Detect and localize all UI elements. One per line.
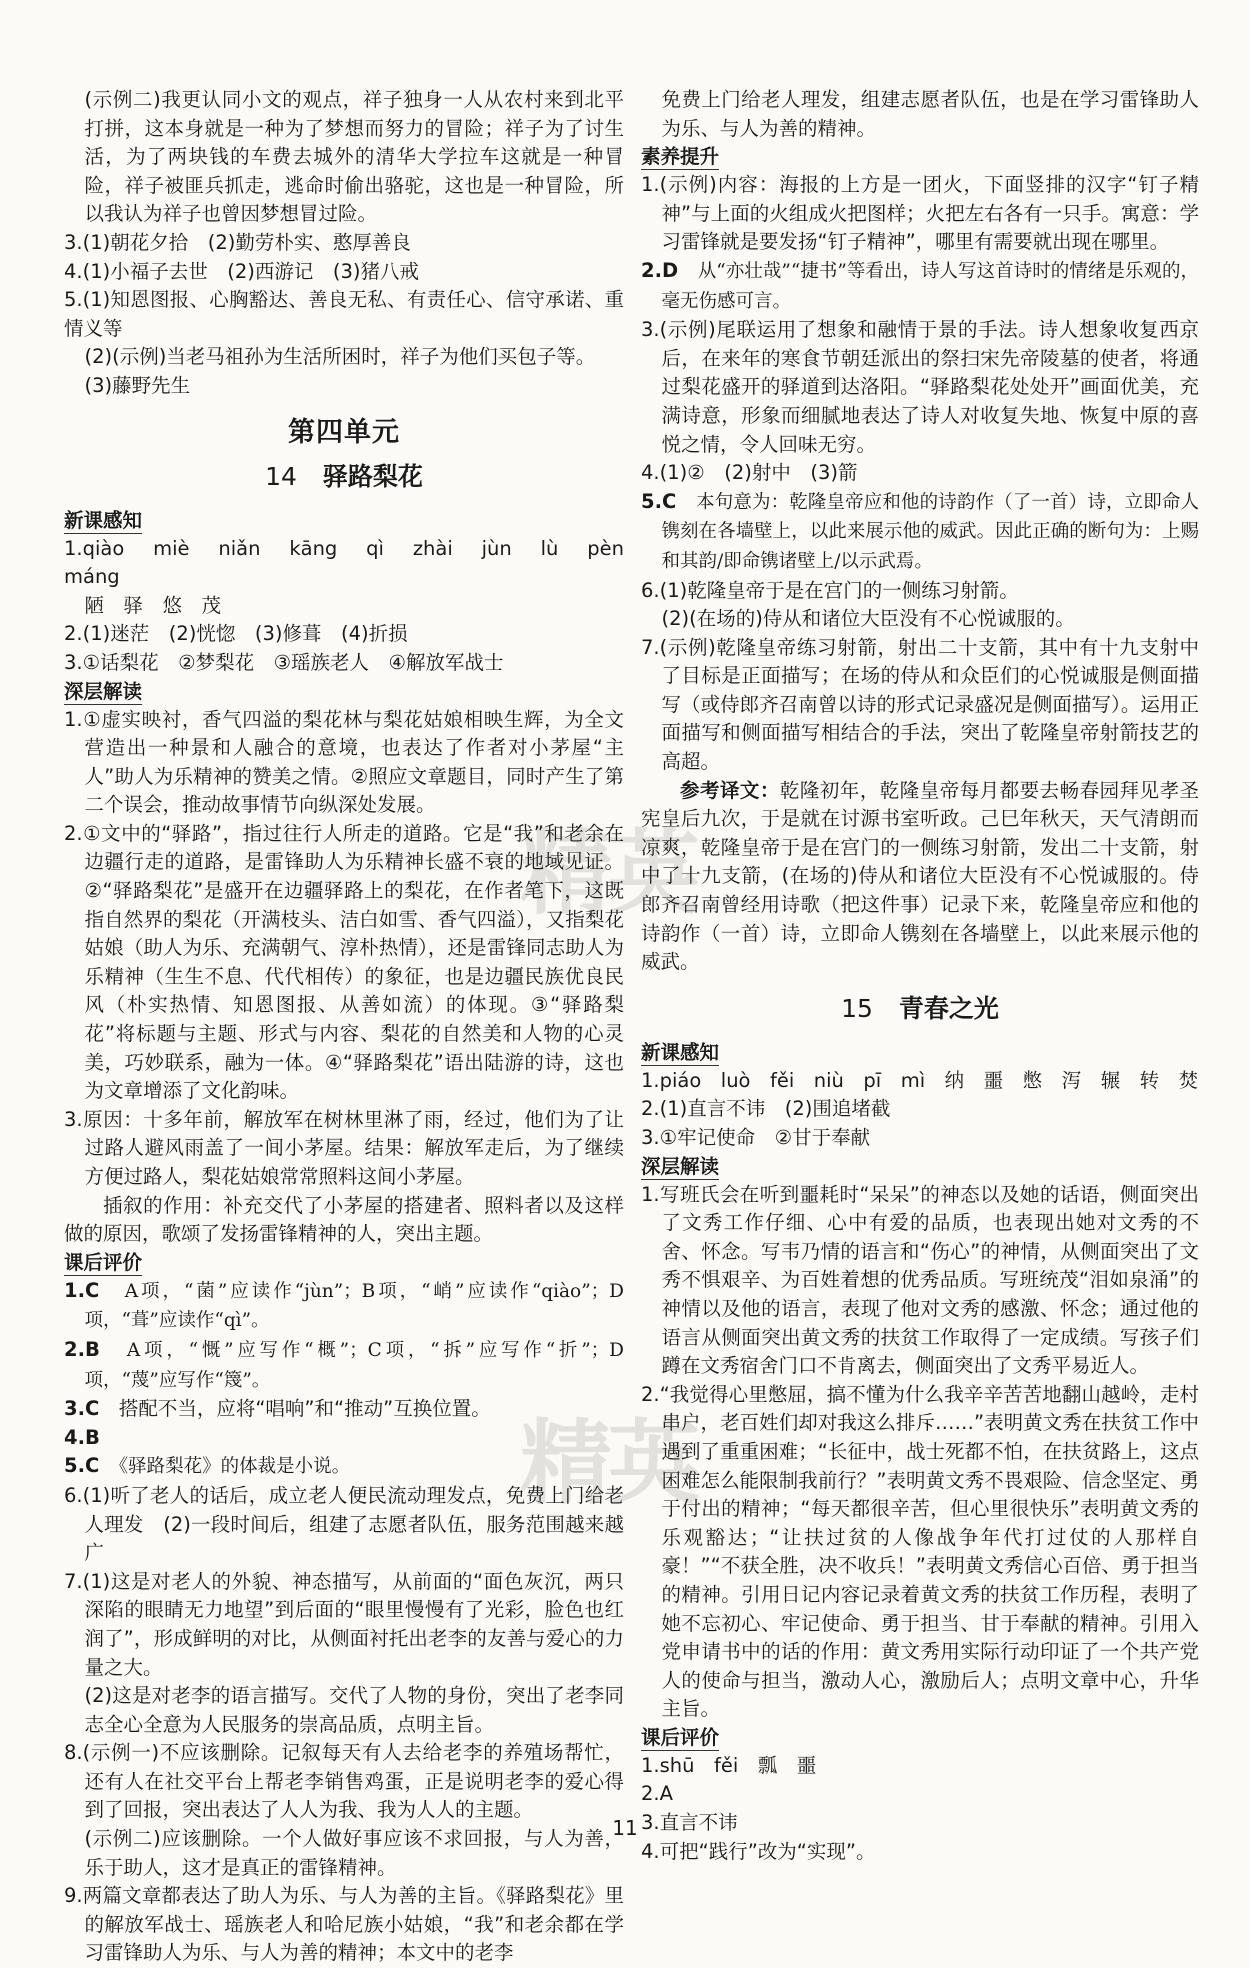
- watermark-text: 精英: [520, 820, 697, 927]
- answer-line: 6.(1)乾隆皇帝于是在宫门的一侧练习射箭。: [641, 578, 1019, 602]
- answer-paragraph: 2.“我觉得心里憋屈，搞不懂为什么我辛辛苦苦地翻山越岭，走村串户，老百姓们却对我这么排斥……”表明黄文秀在扶贫工作中遇到了重重困难；“长征中，战士死都不怕，在扶贫路上，这点困难怎么能限制我前行？”表明黄文秀不畏艰险、信念坚定、勇于付出的精神；“每天都很辛苦，但心里很快乐”表明黄文秀的乐观豁达；“让扶过贫的人像战争年代打过仗的人那样自豪！”“不获全胜，决不收兵！”表明黄文秀信心百倍、勇于担当的精神。引用日记内容记录着黄文秀的扶贫工作历程，表明了她不忘初心、牢记使命、勇于担当、甘于奉献的精神。引用入党申请书中的话的作用：黄文秀用实际行动印证了一个共产党人的使命与担当，激动人心，激励后人；点明文章中心，升华主旨。: [641, 1382, 1199, 1721]
- answer-paragraph: 插叙的作用：补充交代了小茅屋的搭建者、照料者以及这样做的原因，歌颂了发扬雷锋精神的人，突出主题。: [64, 1193, 624, 1246]
- section-heading: 新课感知: [64, 508, 143, 532]
- answer-paragraph: 6.(1)听了老人的话后，成立老人便民流动理发点，免费上门给老人理发 (2)一段时间后，组建了志愿者队伍，服务范围越来越广: [64, 1483, 624, 1565]
- left-para-4: 5.(1)知恩图报、心胸豁达、善良无私、有责任心、信守承诺、重情义等: [64, 288, 624, 340]
- answer-paragraph: 3.(示例)尾联运用了想象和融情于景的手法。诗人想象收复西京后，在来年的寒食节朝廷派出的祭扫宋先帝陵墓的使者，将通过梨花盛开的驿道到达洛阳。“驿路梨花处处开”画面优美，充满诗意，形象而细腻地表达了诗人对收复失地、恢复中原的喜悦之情，令人回味无穷。: [641, 318, 1199, 456]
- answer-paragraph: 免费上门给老人理发，组建志愿者队伍，也是在学习雷锋助人为乐、与人为善的精神。: [661, 88, 1199, 140]
- answer-line: 3.①牢记使命 ②甘于奉献: [641, 1126, 871, 1149]
- watermark-text: 精英: [520, 1410, 697, 1517]
- pinyin-line: 1.piáo luò fěi niù pī mì 纳 噩 憋 泻 辗 转 焚: [641, 1068, 1199, 1092]
- answer-paragraph: 7.(1)这是对老人的外貌、神态描写，从前面的“面色灰沉，两只深陷的眼睛无力地望”到后面的“眼里慢慢有了光彩，脸色也红润了”，形成鲜明的对比，从侧面衬托出老李的友善与爱心的力量之大。: [64, 1569, 624, 1679]
- choice-answer: 5.C 《驿路梨花》的体裁是小说。: [64, 1454, 351, 1478]
- answer-line: 2.(1)迷茫 (2)恍惚 (3)修葺 (4)折损: [64, 622, 408, 646]
- answer-line: 3.直言不讳: [641, 1811, 738, 1835]
- answer-paragraph: 1.写班氏会在听到噩耗时“呆呆”的神态以及她的话语，侧面突出了文秀工作仔细、心中有爱的品质，也表现出她对文秀的不舍、怀念。写韦乃情的语言和“伤心”的神情，从侧面突出了文秀不惧艰辛、为百姓着想的优秀品质。写班统茂“泪如泉涌”的神情以及他的语言，表现了他对文秀的感激、怀念；通过他的语言从侧面突出黄文秀的扶贫工作取得了一定成绩。写孩子们蹲在文秀宿舍门口不肯离去，侧面突出了文秀平易近人。: [641, 1182, 1199, 1378]
- left-para-6: (3)藤野先生: [84, 373, 191, 397]
- answer-paragraph: 1.(示例)内容：海报的上方是一团火，下面竖排的汉字“钉子精神”与上面的火组成火把图样；火把左右各有一只手。寓意：学习雷锋就是要发扬“钉子精神”，哪里有需要就出现在哪里。: [641, 173, 1199, 254]
- answer-paragraph: 2.①文中的“驿路”，指过往行人所走的道路。它是“我”和老余在边疆行走的道路，是雷锋助人为乐精神长盛不衰的地域见证。②“驿路梨花”是盛开在边疆驿路上的梨花，在作者笔下，这既指自然界的梨花（开满枝头、洁白如雪、香气四溢），又指梨花姑娘（助人为乐、充满朝气、淳朴热情），还是雷锋同志助人为乐精神（生生不息、代代相传）的象征，也是边疆民族优良民风（朴实热情、知恩图报、从善如流）的体现。③“驿路梨花”将标题与主题、形式与内容、梨花的自然美和人物的心灵美，巧妙联系，融为一体。④“驿路梨花”语出陆游的诗，这也为文章增添了文化韵味。: [64, 821, 624, 1103]
- answer-line: 3.①话梨花 ②梦梨花 ③瑶族老人 ④解放军战士: [64, 650, 504, 674]
- section-heading: 新课感知: [641, 1040, 720, 1064]
- choice-answer: 5.C 本句意为：乾隆皇帝应和他的诗韵作（了一首）诗，立即命人镌刻在各墙壁上，以此来展示他的威武。因此正确的断句为：上赐和其韵/即命镌诸壁上/以示武焉。: [641, 489, 1199, 572]
- choice-answer: 2.B A项，“慨”应写作“概”；C项，“拆”应写作“折”；D项，“蔑”应写作“篾”。: [64, 1337, 624, 1391]
- left-para-2: 3.(1)朝花夕拾 (2)勤劳朴实、憨厚善良: [64, 230, 411, 254]
- unit-title: 第四单元: [288, 416, 400, 448]
- choice-answer: 2.D 从“亦壮哉”“捷书”等看出，诗人写这首诗时的情绪是乐观的，毫无伤感可言。: [641, 258, 1199, 312]
- section-heading: 深层解读: [64, 679, 143, 703]
- answer-paragraph: 7.(示例)乾隆皇帝练习射箭，射出二十支箭，其中有十九支射中了目标是正面描写；在场的侍从和众臣们的心悦诚服是侧面描写（或侍郎齐召南曾以诗的形式记录盛况是侧面描写）。运用正面描写和侧面描写相结合的手法，突出了乾隆皇帝射箭技艺的高超。: [641, 635, 1199, 774]
- pinyin-line: 1.qiào miè niǎn kāng qì zhài jùn lù pèn máng: [64, 536, 644, 589]
- answer-paragraph: 8.(示例一)不应该删除。记叙每天有人去给老李的养殖场帮忙，还有人在社交平台上帮老李销售鸡蛋，正是说明老李的爱心得到了回报，突出表达了人人为我、我为人人的主题。: [64, 1741, 624, 1822]
- lesson-title: 驿路梨花: [322, 461, 423, 491]
- choice-answer: 3.C 搭配不当，应将“唱响”和“推动”互换位置。: [64, 1397, 491, 1421]
- answer-paragraph: (示例二)应该删除。一个人做好事应该不求回报，与人为善，乐于助人，这才是真正的雷锋精神。: [84, 1827, 624, 1879]
- choice-answer: 4.B: [64, 1425, 100, 1449]
- section-heading: 课后评价: [641, 1725, 720, 1749]
- lesson-number: 15: [841, 993, 873, 1023]
- lesson-title: 青春之光: [898, 993, 999, 1023]
- answer-paragraph: 1.①虚实映衬，香气四溢的梨花林与梨花姑娘相映生辉，为全文营造出一种景和人融合的意境，也表达了作者对小茅屋“主人”助人为乐精神的赞美之情。②照应文章题目，同时产生了第二个误会，推动故事情节向纵深处发展。: [64, 707, 624, 817]
- answer-line: 1.shū fěi 瓢 噩: [641, 1753, 817, 1777]
- left-para-1: (示例二)我更认同小文的观点，祥子独身一人从农村来到北平打拼，这本身就是一种为了梦想而努力的冒险；祥子为了讨生活，为了两块钱的车费去城外的清华大学拉车这就是一种冒险，祥子被匪兵抓走，逃命时偷出骆驼，这也是一种冒险，所以我认为祥子也曾因梦想冒过险。: [84, 88, 624, 226]
- left-column: [64, 86, 644, 1968]
- page-number: 11: [612, 1816, 638, 1840]
- answer-line: 2.(1)直言不讳 (2)围追堵截: [641, 1097, 891, 1121]
- lesson-15-heading: [641, 991, 1199, 1027]
- section-heading: 课后评价: [64, 1250, 143, 1274]
- section-heading: 深层解读: [641, 1154, 720, 1178]
- answer-line: 2.A: [641, 1782, 673, 1806]
- answer-line: 4.(1)② (2)射中 (3)箭: [641, 461, 858, 485]
- answer-paragraph: 9.两篇文章都表达了助人为乐、与人为善的主旨。《驿路梨花》里的解放军战士、瑶族老人和哈尼族小姑娘，“我”和老余都在学习雷锋助人为乐、与人为善的精神；本文中的老李: [64, 1884, 624, 1965]
- left-para-5: (2)(示例)当老马祖孙为生活所困时，祥子为他们买包子等。: [84, 345, 596, 369]
- lesson-number: 14: [265, 461, 297, 491]
- lesson-14-heading: [64, 459, 624, 495]
- choice-answer: 1.C A项，“菌”应读作“jùn”；B项，“峭”应读作“qiào”；D项，“葺”应读作“qì”。: [64, 1278, 624, 1332]
- left-para-3: 4.(1)小福子去世 (2)西游记 (3)猪八戒: [64, 259, 419, 283]
- answer-paragraph: (2)这是对老李的语言描写。交代了人物的身份，突出了老李同志全心全意为人民服务的崇高品质，点明主旨。: [84, 1684, 624, 1736]
- section-heading: 素养提升: [641, 145, 720, 169]
- answer-line: (2)(在场的)侍从和诸位大臣没有不心悦诚服的。: [661, 607, 1075, 631]
- right-column: [641, 86, 1199, 1866]
- answer-paragraph: 3.原因：十多年前，解放军在树林里淋了雨，经过，他们为了让过路人避风雨盖了一间小茅屋。结果：解放军走后，为了继续方便过路人，梨花姑娘常常照料这间小茅屋。: [64, 1107, 624, 1188]
- chars-line: 陋 驿 悠 茂: [84, 593, 221, 617]
- reference-translation: 参考译文：乾隆初年，乾隆皇帝每月都要去畅春园拜见孝圣宪皇后九次，于是就在讨源书室听政。己巳年秋天，天气清朗而凉爽，乾隆皇帝于是在宫门的一侧练习射箭，发出二十支箭，射中了十九支箭，(在场的)侍从和诸位大臣没有不心悦诚服的。侍郎齐召南曾经用诗歌（把这件事）记录下来，乾隆皇帝应和他的诗韵作（一首）诗，立即命人镌刻在各墙壁上，以此来展示他的威武。: [641, 778, 1199, 974]
- answer-line: 4.可把“践行”改为“实现”。: [641, 1839, 876, 1863]
